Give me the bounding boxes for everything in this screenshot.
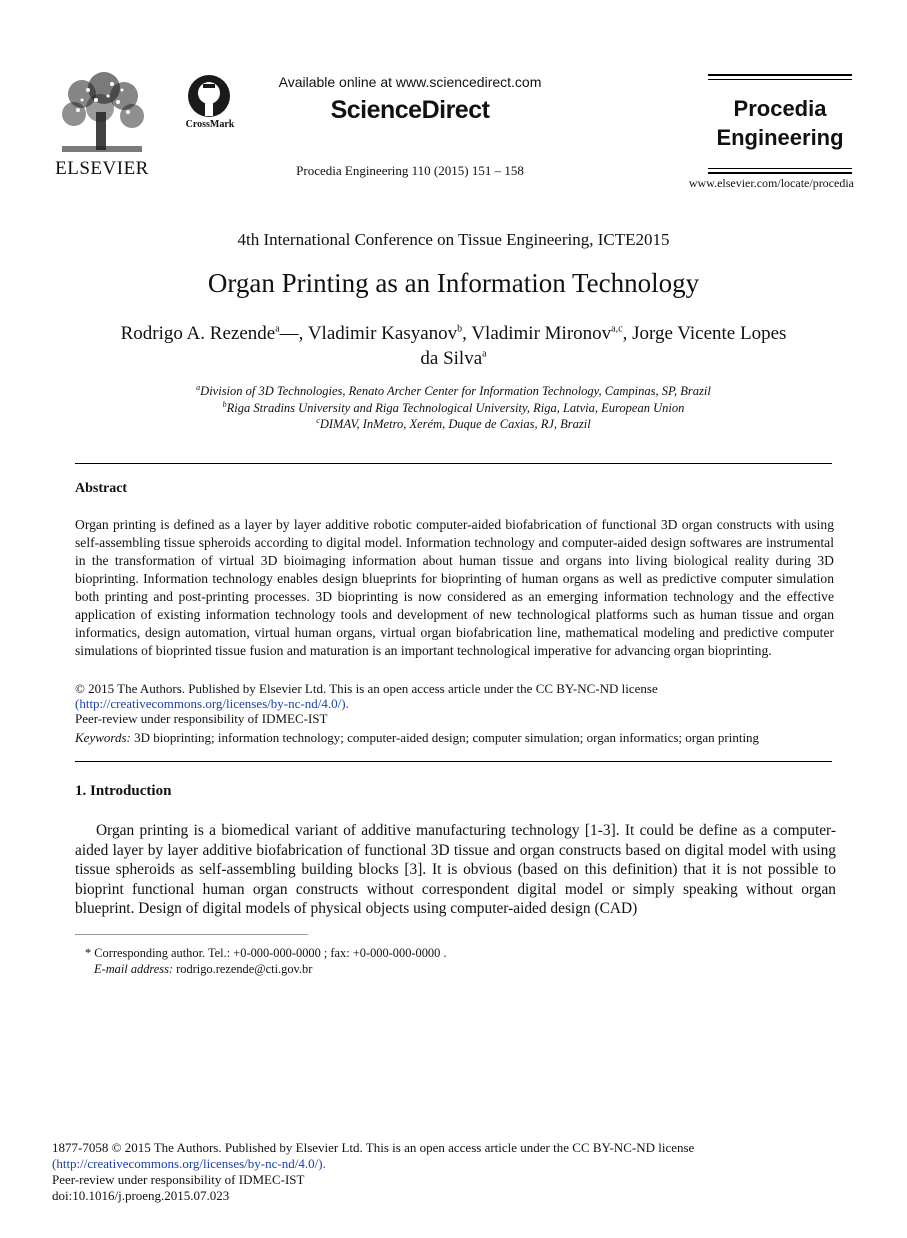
- affiliation-text: DIMAV, InMetro, Xerém, Duque de Caxias, RJ, Brazil: [319, 417, 591, 431]
- author-name: Vladimir Kasyanov: [307, 323, 458, 344]
- conference-name: 4th International Conference on Tissue Engineering, ICTE2015: [237, 230, 670, 249]
- affiliation-sup: b: [222, 399, 227, 409]
- author-affiliation-sup: b: [457, 323, 463, 335]
- footer-license-link[interactable]: (http://creativecommons.org/licenses/by-nc-nd/4.0/).: [52, 1156, 326, 1171]
- available-online: Available online at www.sciencedirect.com: [278, 74, 542, 90]
- abstract-text: Organ printing is defined as a layer by layer additive robotic computer-aided biofabrication of functional 3D organ constructs with using self-assembling tissue spheroids according to digital model. Information technology and computer-aided design softwares are instrumental in the transformation of virtual 3D bioimaging information about human tissue and organs into living biological reality during 3D bioprinting. Information technology enables design blueprints for bioprinting of human organs as well as predictive computer simulation both printing and post-printing processes. 3D bioprinting is now considered as an emerging information technology and the effective application of existing information technology tools and development of new technological platforms such as human tissue and organ informatics, design automation, virtual human organs, virtual organ biofabrication line, mathematical modeling and predictive computer simulations of bioprinted tissue fusion and maturation is an important technological imperative for advancing organ bioprinting.: [75, 517, 834, 658]
- affiliations: [60, 383, 847, 433]
- journal-rule-bottom-2: [708, 172, 852, 174]
- journal-rule-bottom-1: [708, 168, 852, 169]
- author-name: Vladimir Mironov: [471, 323, 612, 344]
- license-link[interactable]: (http://creativecommons.org/licenses/by-nc-nd/4.0/).: [75, 696, 349, 711]
- authors-line-1: [40, 321, 867, 346]
- abstract-divider: [75, 761, 832, 762]
- author-affiliation-sup: a: [482, 348, 487, 360]
- abstract-license: [75, 681, 834, 726]
- copyright-line: © 2015 The Authors. Published by Elsevier Ltd. This is an open access article under the CC BY-NC-ND license: [75, 681, 658, 696]
- corresponding-author: * Corresponding author. Tel.: +0-000-000-0000 ; fax: +0-000-000-0000 .: [85, 946, 447, 960]
- footer-peer-review: Peer-review under responsibility of IDMEC-IST: [52, 1172, 305, 1187]
- affiliation-line: [60, 383, 847, 400]
- header-divider: [75, 463, 832, 464]
- author-separator: ,: [298, 323, 308, 344]
- footnote: [85, 945, 785, 977]
- abstract-heading: Abstract: [75, 481, 128, 496]
- author-affiliation-sup: a,c: [611, 323, 623, 335]
- author-affiliation-sup: a: [275, 323, 280, 335]
- author-name: Rodrigo A. Rezende: [120, 323, 276, 344]
- author-separator: ,: [622, 323, 633, 344]
- author-separator: ,: [462, 323, 472, 344]
- affiliation-line: [60, 416, 847, 433]
- page-footer: [52, 1140, 852, 1204]
- intro-text: Organ printing is a biomedical variant of additive manufacturing technology [1-3]. It could be define as a computer-aided layer by layer additive biofabrication of functional 3D tissue and organ constructs based on digital model with using tissue spheroids as self-assembling building blocks [3]. It is obvious (based on this definition) that it is not possible to bioprint functional human organ constructs without correspondent digital model or simply speaking without organ blueprint. Design of digital models of physical objects using computer-aided design (CAD): [75, 822, 836, 918]
- keywords: [75, 730, 834, 746]
- issn-copyright: 1877-7058 © 2015 The Authors. Published by Elsevier Ltd. This is an open access article under the CC BY-NC-ND license: [52, 1140, 695, 1155]
- peer-review-line: Peer-review under responsibility of IDMEC-IST: [75, 711, 328, 726]
- affiliation-line: [60, 400, 847, 417]
- affiliation-text: Riga Stradins University and Riga Technological University, Riga, Latvia, European Union: [226, 400, 685, 415]
- corresponding-author-mark: —: [279, 323, 299, 344]
- paper-title: Organ Printing as an Information Technology: [207, 268, 700, 298]
- sciencedirect-wordmark: ScienceDirect: [330, 96, 490, 124]
- author-name: da Silva: [420, 348, 483, 369]
- email-label: E-mail address:: [94, 962, 174, 976]
- doi[interactable]: doi:10.1016/j.proeng.2015.07.023: [52, 1188, 230, 1203]
- journal-name-line2: Engineering: [716, 125, 844, 150]
- email-line: [85, 961, 785, 977]
- keywords-label: Keywords:: [75, 730, 131, 745]
- keywords-list: 3D bioprinting; information technology; computer-aided design; computer simulation; organ informatics; organ printing: [134, 730, 760, 745]
- authors-line-2: [40, 346, 867, 371]
- journal-url[interactable]: www.elsevier.com/locate/procedia: [688, 176, 854, 190]
- elsevier-wordmark: ELSEVIER: [55, 158, 149, 179]
- affiliation-sup: a: [196, 382, 201, 392]
- affiliation-text: Division of 3D Technologies, Renato Archer Center for Information Technology, Campinas, SP, Brazil: [200, 384, 711, 398]
- journal-rule-top-2: [708, 79, 852, 80]
- intro-heading: 1. Introduction: [75, 783, 172, 799]
- elsevier-tree-icon: [52, 72, 152, 160]
- journal-citation: Procedia Engineering 110 (2015) 151 – 158: [296, 163, 524, 178]
- footnote-divider: [75, 934, 308, 935]
- journal-name-line1: Procedia: [733, 96, 827, 121]
- crossmark-label: CrossMark: [185, 119, 235, 130]
- affiliation-sup: c: [316, 415, 320, 425]
- elsevier-logo: [52, 72, 152, 180]
- author-name: Jorge Vicente Lopes: [632, 323, 787, 344]
- author-list: [40, 321, 867, 371]
- journal-rule-top-1: [708, 74, 852, 76]
- email-address[interactable]: rodrigo.rezende@cti.gov.br: [176, 962, 313, 976]
